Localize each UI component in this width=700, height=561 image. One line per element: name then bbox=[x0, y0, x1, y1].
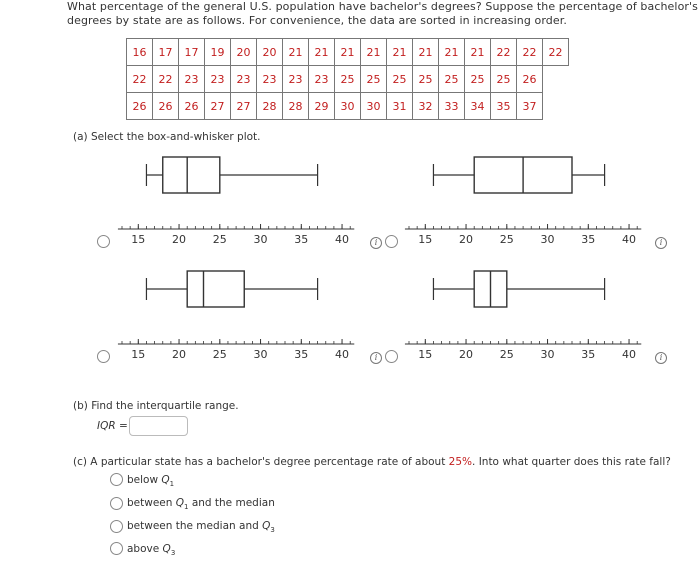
table-cell: 25 bbox=[387, 66, 413, 93]
option-below-q1[interactable]: below $Q_1$ bbox=[127, 474, 175, 489]
table-cell: 28 bbox=[257, 93, 283, 120]
table-cell: 21 bbox=[387, 39, 413, 66]
part-c-prefix: (c) A particular state has a bachelor's degree percentage rate of about bbox=[73, 456, 449, 468]
table-cell: 21 bbox=[439, 39, 465, 66]
tick-label: 25 bbox=[499, 348, 514, 361]
table-cell: 21 bbox=[465, 39, 491, 66]
part-a-label: (a) Select the box-and-whisker plot. bbox=[73, 131, 261, 143]
tick-label: 40 bbox=[622, 348, 637, 361]
question-text: What percentage of the general U.S. population have bachelor's degrees? Suppose the percentage of bachelor's degrees by state are as follows. For convenience, the data are sorted in increasing order. bbox=[67, 0, 698, 27]
table-cell: 20 bbox=[257, 39, 283, 66]
info-icon[interactable]: i bbox=[655, 352, 667, 364]
table-cell: 20 bbox=[231, 39, 257, 66]
table-cell: 19 bbox=[205, 39, 231, 66]
iqr-box bbox=[187, 271, 244, 307]
table-cell: 23 bbox=[309, 66, 335, 93]
table-cell: 27 bbox=[231, 93, 257, 120]
tick-label: 40 bbox=[335, 233, 350, 246]
table-cell: 29 bbox=[309, 93, 335, 120]
table-cell: 21 bbox=[309, 39, 335, 66]
tick-label: 20 bbox=[459, 233, 474, 246]
tick-label: 35 bbox=[294, 348, 309, 361]
tick-label: 25 bbox=[212, 348, 227, 361]
tick-label: 20 bbox=[172, 233, 187, 246]
table-cell: 35 bbox=[491, 93, 517, 120]
tick-label: 40 bbox=[335, 348, 350, 361]
radio-below-q1[interactable] bbox=[110, 473, 123, 486]
table-cell: 25 bbox=[413, 66, 439, 93]
tick-label: 40 bbox=[622, 233, 637, 246]
table-cell: 25 bbox=[439, 66, 465, 93]
table-cell: 25 bbox=[335, 66, 361, 93]
table-cell: 21 bbox=[283, 39, 309, 66]
table-cell: 23 bbox=[231, 66, 257, 93]
tick-label: 35 bbox=[581, 233, 596, 246]
table-cell: 30 bbox=[361, 93, 387, 120]
radio-between-q1-median[interactable] bbox=[110, 497, 123, 510]
table-cell: 26 bbox=[153, 93, 179, 120]
table-cell: 26 bbox=[127, 93, 153, 120]
table-cell: 30 bbox=[335, 93, 361, 120]
iqr-label: IQR = bbox=[97, 420, 128, 432]
table-cell: 25 bbox=[491, 66, 517, 93]
part-c-highlight: 25% bbox=[448, 456, 473, 468]
tick-label: 15 bbox=[418, 348, 433, 361]
table-cell: 23 bbox=[283, 66, 309, 93]
table-cell: 26 bbox=[517, 66, 543, 93]
tick-label: 30 bbox=[253, 348, 268, 361]
radio-plot-4[interactable] bbox=[385, 350, 398, 363]
table-cell: 21 bbox=[361, 39, 387, 66]
table-cell: 22 bbox=[127, 66, 153, 93]
tick-label: 35 bbox=[294, 233, 309, 246]
option-between-median-q3[interactable]: between the median and $Q_3$ bbox=[127, 520, 275, 535]
table-cell: 17 bbox=[179, 39, 205, 66]
table-cell: 21 bbox=[335, 39, 361, 66]
iqr-box bbox=[163, 157, 220, 193]
tick-label: 20 bbox=[459, 348, 474, 361]
tick-label: 30 bbox=[540, 348, 555, 361]
part-c-suffix: . Into what quarter does this rate fall? bbox=[472, 456, 671, 468]
tick-label: 15 bbox=[131, 233, 146, 246]
table-cell: 26 bbox=[179, 93, 205, 120]
table-cell: 25 bbox=[465, 66, 491, 93]
info-icon[interactable]: i bbox=[370, 237, 382, 249]
tick-label: 20 bbox=[172, 348, 187, 361]
tick-label: 35 bbox=[581, 348, 596, 361]
radio-plot-3[interactable] bbox=[97, 350, 110, 363]
table-cell: 33 bbox=[439, 93, 465, 120]
table-cell: 27 bbox=[205, 93, 231, 120]
table-cell: 23 bbox=[179, 66, 205, 93]
table-cell: 21 bbox=[413, 39, 439, 66]
info-icon[interactable]: i bbox=[655, 237, 667, 249]
table-cell: 22 bbox=[491, 39, 517, 66]
table-cell: 16 bbox=[127, 39, 153, 66]
table-cell: 25 bbox=[361, 66, 387, 93]
radio-plot-2[interactable] bbox=[385, 235, 398, 248]
tick-label: 25 bbox=[212, 233, 227, 246]
radio-above-q3[interactable] bbox=[110, 542, 123, 555]
tick-label: 30 bbox=[253, 233, 268, 246]
tick-label: 15 bbox=[418, 233, 433, 246]
table-cell: 37 bbox=[517, 93, 543, 120]
table-cell: 34 bbox=[465, 93, 491, 120]
iqr-input[interactable] bbox=[129, 416, 188, 436]
table-cell: 22 bbox=[517, 39, 543, 66]
tick-label: 15 bbox=[131, 348, 146, 361]
info-icon[interactable]: i bbox=[370, 352, 382, 364]
table-cell: 23 bbox=[205, 66, 231, 93]
table-cell: 31 bbox=[387, 93, 413, 120]
part-c-label bbox=[73, 456, 671, 468]
part-b-label: (b) Find the interquartile range. bbox=[73, 400, 239, 412]
tick-label: 25 bbox=[499, 233, 514, 246]
table-cell: 22 bbox=[153, 66, 179, 93]
option-above-q3[interactable]: above $Q_3$ bbox=[127, 543, 176, 558]
table-cell: 22 bbox=[543, 39, 569, 66]
table-cell: 28 bbox=[283, 93, 309, 120]
tick-label: 30 bbox=[540, 233, 555, 246]
table-cell: 23 bbox=[257, 66, 283, 93]
table-cell: 17 bbox=[153, 39, 179, 66]
table-cell: 32 bbox=[413, 93, 439, 120]
radio-between-median-q3[interactable] bbox=[110, 520, 123, 533]
radio-plot-1[interactable] bbox=[97, 235, 110, 248]
option-between-q1-median[interactable]: between $Q_1$ and the median bbox=[127, 497, 275, 512]
